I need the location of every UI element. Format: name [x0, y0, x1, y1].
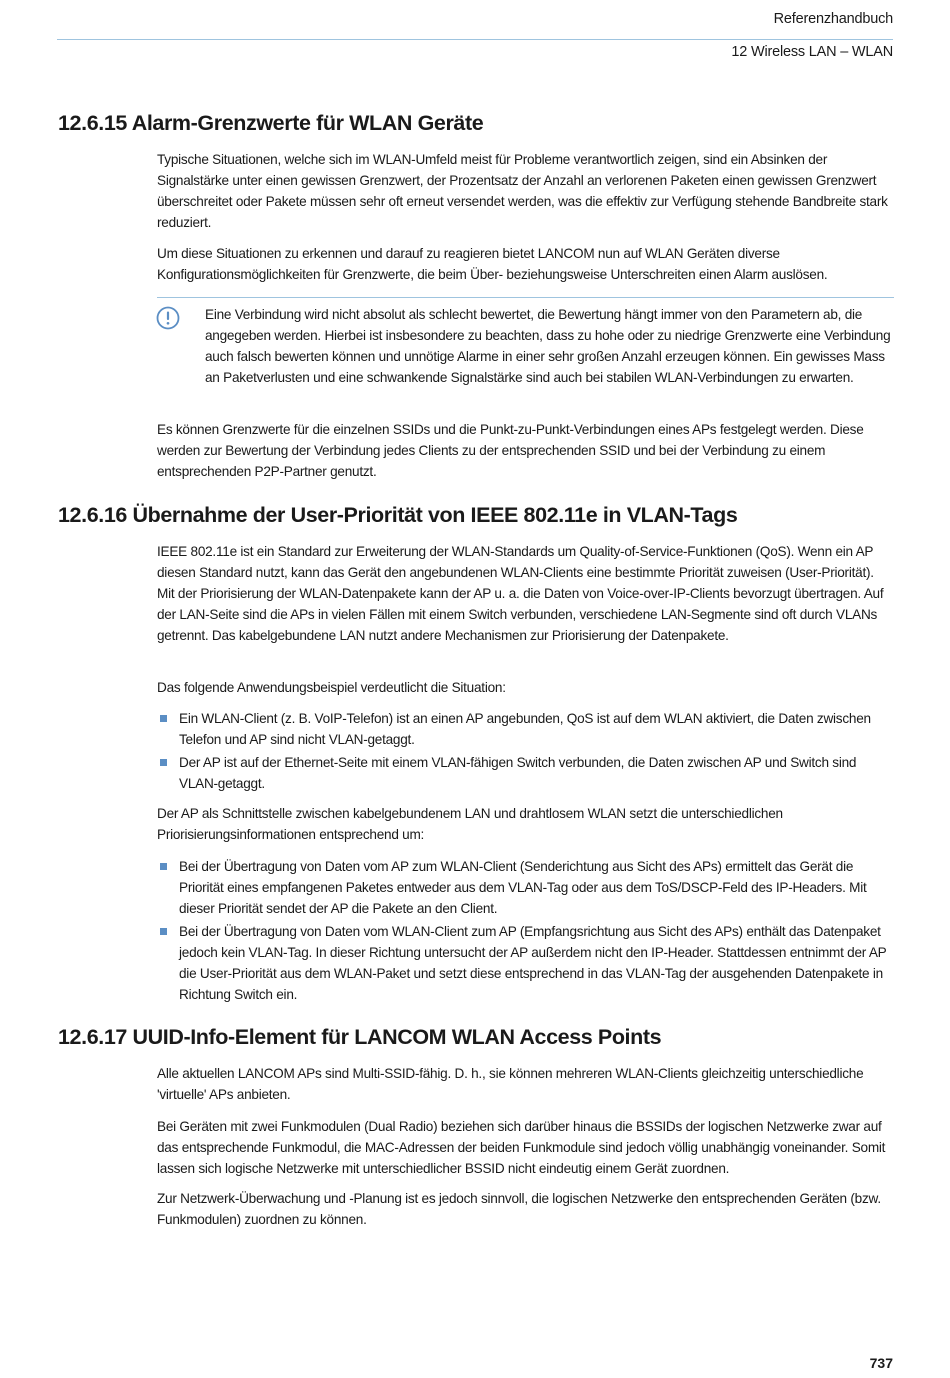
paragraph: Der AP als Schnittstelle zwischen kabelgebundenem LAN und drahtlosem WLAN setzt die unterschiedlichen Priorisierungsinformationen entsprechend um:: [157, 806, 783, 842]
paragraph: Das folgende Anwendungsbeispiel verdeutlicht die Situation:: [157, 680, 506, 695]
list-item: [157, 921, 894, 1005]
list-item-text: Bei der Übertragung von Daten vom WLAN-Client zum AP (Empfangsrichtung aus Sicht des APs) enthält das Datenpaket jedoch kein VLAN-Tag. In dieser Richtung untersucht der AP außerdem nicht den IP-Header. Stattdessen entnimmt der AP die User-Priorität aus dem WLAN-Paket und setzt diese entsprechend in das VLAN-Tag der ausgehenden Datenpakete in Richtung Switch ein.: [179, 924, 887, 1002]
bullet-marker: [160, 863, 167, 870]
paragraph: IEEE 802.11e ist ein Standard zur Erweiterung der WLAN-Standards um Quality-of-Service-Funktionen (QoS). Wenn ein AP diesen Standard nutzt, kann das Gerät den angebundenen WLAN-Clients eine bestimmte Priorität zuweisen (User-Priorität). Mit der Priorisierung der WLAN-Datenpakete kann der AP u. a. die Daten von Voice-over-IP-Clients bevorzugt übertragen. Auf der LAN-Seite sind die APs in vielen Fällen mit einem Switch verbunden, verschiedene LAN-Segmente sind oft durch VLANs getrennt. Das kabelgebundene LAN nutzt andere Mechanismen zur Priorisierung der Datenpakete.: [157, 544, 884, 643]
list-item-text: Ein WLAN-Client (z. B. VoIP-Telefon) ist an einen AP angebunden, QoS ist auf dem WLAN aktiviert, die Daten zwischen Telefon und AP sind nicht VLAN-getaggt.: [179, 711, 871, 747]
header-divider: [57, 39, 893, 40]
paragraph: Bei Geräten mit zwei Funkmodulen (Dual Radio) beziehen sich darüber hinaus die BSSIDs der logischen Netzwerke zwar auf das entsprechende Funkmodul, die MAC-Adressen der beiden Funkmodule sind jedoch völlig unabhängig voneinander. Somit lassen sich logische Netzwerke mit unterschiedlicher BSSID nicht eindeutig einem Gerät zuordnen.: [157, 1119, 886, 1176]
section-heading-12-6-15: 12.6.15 Alarm-Grenzwerte für WLAN Geräte: [58, 111, 484, 135]
bullet-list: [157, 856, 894, 1007]
section-heading-12-6-17: 12.6.17 UUID-Info-Element für LANCOM WLAN Access Points: [58, 1025, 662, 1049]
note-top-divider: [157, 297, 894, 298]
paragraph: Typische Situationen, welche sich im WLAN-Umfeld meist für Probleme verantwortlich zeigen, sind ein Absinken der Signalstärke unter einen gewissen Grenzwert, der Prozentsatz der Anzahl an verlorenen Paketen einen gewissen Grenzwert überschreitet oder Pakete müssen sehr oft erneut versendet werden, was die effektiv zur Verfügung stehende Bandbreite stark reduziert.: [157, 152, 888, 230]
bullet-marker: [160, 759, 167, 766]
list-item-text: Bei der Übertragung von Daten vom AP zum WLAN-Client (Senderichtung aus Sicht des APs) ermittelt das Gerät die Priorität eines empfangenen Paketes entweder aus dem VLAN-Tag oder aus dem ToS/DSCP-Feld des IP-Headers. Mit dieser Priorität sendet der AP die Pakete an den Client.: [179, 859, 867, 916]
list-item: [157, 856, 894, 919]
header-title: Referenzhandbuch: [773, 11, 893, 27]
bullet-marker: [160, 715, 167, 722]
note-text: Eine Verbindung wird nicht absolut als schlecht bewertet, die Bewertung hängt immer von den Parametern ab, die angegeben werden. Hierbei ist insbesondere zu beachten, dass zu hohe oder zu niedrige Grenzwerte eine Verbindung auch falsch bewerten können und unnötige Alarme in einer sehr großen Anzahl erzeugen können. Ein gewisses Mass an Paketverlusten und eine schwankende Signalstärke sind auch bei stabilen WLAN-Verbindungen zu erwarten.: [205, 307, 891, 385]
bullet-list: [157, 708, 894, 796]
exclamation-circle-icon: [156, 306, 180, 330]
paragraph: Alle aktuellen LANCOM APs sind Multi-SSID-fähig. D. h., sie können mehreren WLAN-Clients gleichzeitig unterschiedliche 'virtuelle' APs anbieten.: [157, 1066, 864, 1102]
bullet-marker: [160, 928, 167, 935]
list-item: [157, 708, 894, 750]
header-chapter: 12 Wireless LAN – WLAN: [731, 44, 893, 60]
list-item: [157, 752, 894, 794]
paragraph: Es können Grenzwerte für die einzelnen SSIDs und die Punkt-zu-Punkt-Verbindungen eines APs festgelegt werden. Diese werden zur Bewertung der Verbindung jedes Clients zu der entsprechenden SSID und bei der Verbindung zu einem entsprechenden P2P-Partner genutzt.: [157, 422, 864, 479]
paragraph: Zur Netzwerk-Überwachung und -Planung ist es jedoch sinnvoll, die logischen Netzwerke den entsprechenden Geräten (bzw. Funkmodulen) zuordnen zu können.: [157, 1191, 881, 1227]
list-item-text: Der AP ist auf der Ethernet-Seite mit einem VLAN-fähigen Switch verbunden, die Daten zwischen AP und Switch sind VLAN-getaggt.: [179, 755, 857, 791]
page-number: 737: [869, 1355, 893, 1371]
section-heading-12-6-16: 12.6.16 Übernahme der User-Priorität von IEEE 802.11e in VLAN-Tags: [58, 503, 738, 527]
paragraph: Um diese Situationen zu erkennen und darauf zu reagieren bietet LANCOM nun auf WLAN Geräten diverse Konfigurationsmöglichkeiten für Grenzwerte, die beim Über- beziehungsweise Unterschreiten einen Alarm auslösen.: [157, 246, 828, 282]
